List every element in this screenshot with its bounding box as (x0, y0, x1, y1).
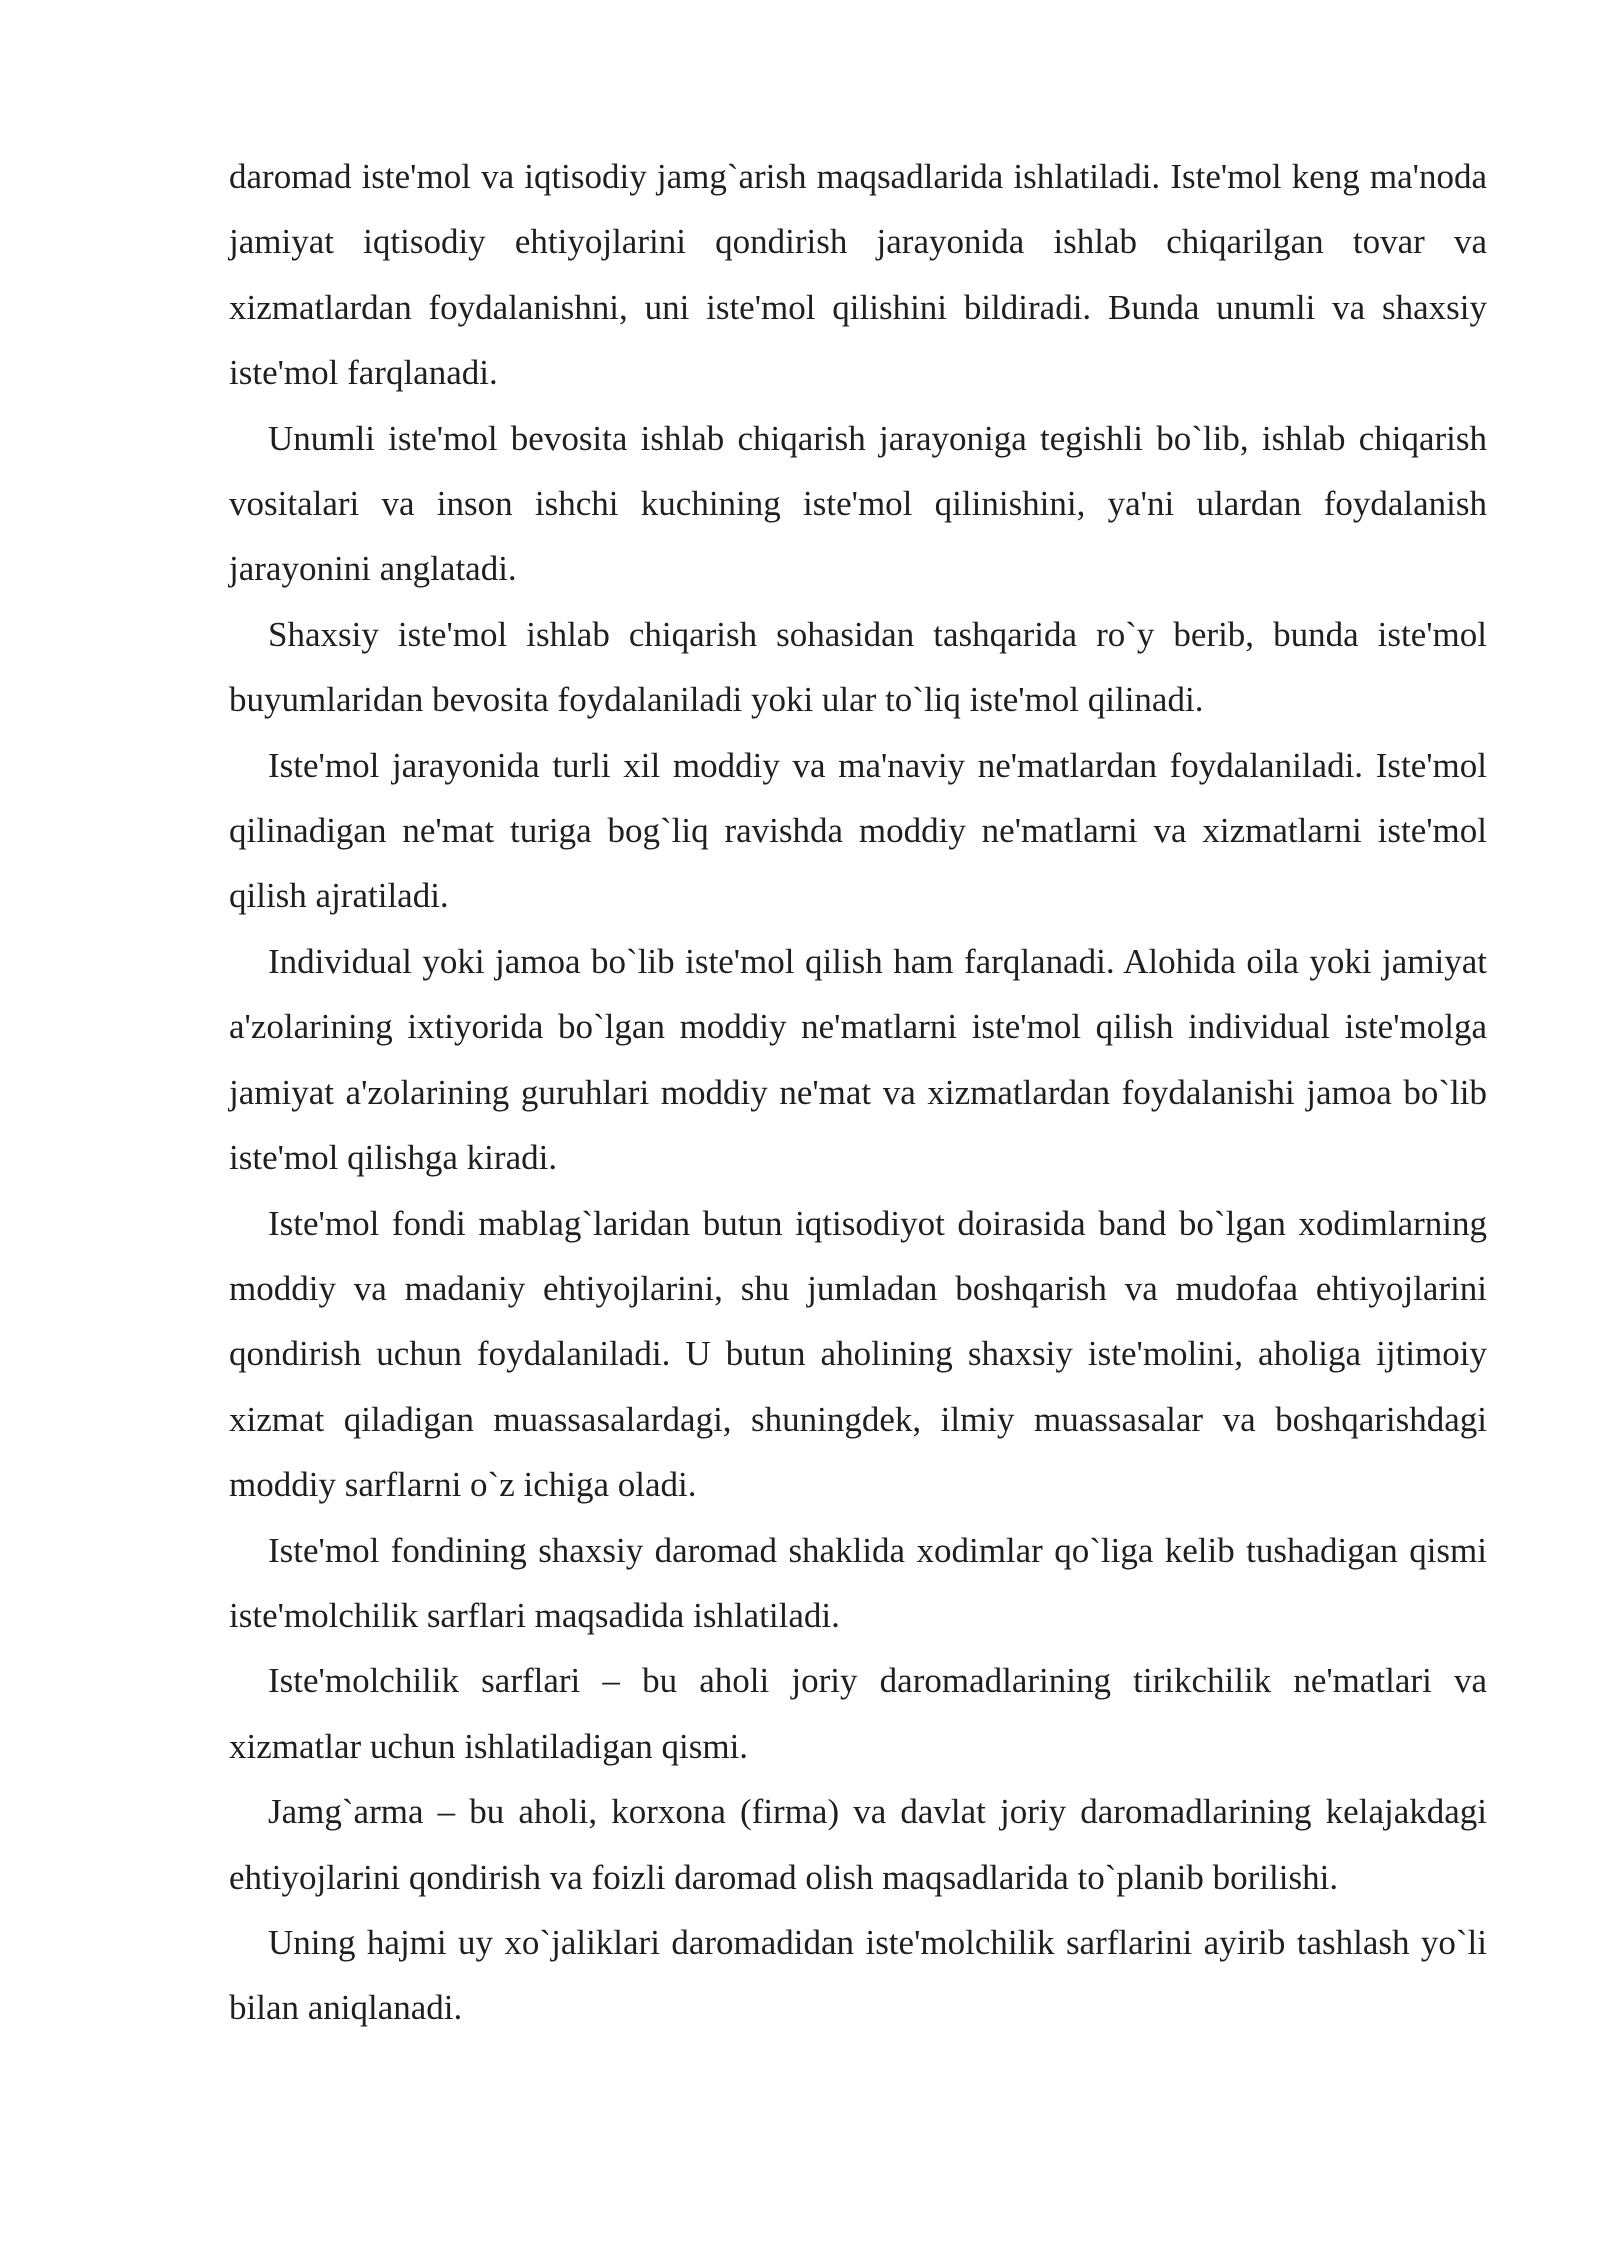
paragraph-consumption-process: Iste'mol jarayonida turli xil moddiy va ma'naviy ne'matlardan foydalaniladi. Iste'mol qilinadigan ne'mat turiga bog`liq ravishda moddiy ne'matlarni va xizmatlarni iste'mol qilish ajratiladi. (229, 745, 1487, 916)
paragraph-individual-collective: Individual yoki jamoa bo`lib iste'mol qilish ham farqlanadi. Alohida oila yoki jamiyat a'zolarining ixtiyorida bo`lgan moddiy ne'matlarni iste'mol qilish individual iste'molga jamiyat a'zolarining guruhlari moddiy ne'mat va xizmatlardan foydalanishi jamoa bo`lib iste'mol qilishga kiradi. (229, 941, 1487, 1178)
document-body (229, 144, 1487, 2041)
paragraph-productive-consumption: Unumli iste'mol bevosita ishlab chiqarish jarayoniga tegishli bo`lib, ishlab chiqarish vositalari va inson ishchi kuchining iste'mol qilinishini, ya'ni ulardan foydalanish jarayonini anglatadi. (229, 418, 1487, 589)
paragraph-consumer-spending: Iste'molchilik sarflari – bu aholi joriy daromadlarining tirikchilik ne'matlari va xizmatlar uchun ishlatiladigan qismi. (229, 1661, 1487, 1766)
paragraph-savings: Jamg`arma – bu aholi, korxona (firma) va davlat joriy daromadlarining kelajakdagi ehtiyojlarini qondirish va foizli daromad olish maqsadlarida to`planib borilishi. (229, 1792, 1487, 1897)
paragraph-personal-income: Iste'mol fondining shaxsiy daromad shaklida xodimlar qo`liga kelib tushadigan qismi iste'molchilik sarflari maqsadida ishlatiladi. (229, 1530, 1487, 1635)
paragraph-continuation: daromad iste'mol va iqtisodiy jamg`arish maqsadlarida ishlatiladi. Iste'mol keng ma'noda jamiyat iqtisodiy ehtiyojlarini qondirish jarayonida ishlab chiqarilgan tovar va xizmatlardan foydalanishni, uni iste'mol qilishini bildiradi. Bunda unumli va shaxsiy iste'mol farqlanadi. (229, 157, 1487, 393)
paragraph-savings-volume: Uning hajmi uy xo`jaliklari daromadidan iste'molchilik sarflarini ayirib tashlash yo`li bilan aniqlanadi. (229, 1922, 1487, 2028)
paragraph-personal-consumption: Shaxsiy iste'mol ishlab chiqarish sohasidan tashqarida ro`y berib, bunda iste'mol buyumlaridan bevosita foydalaniladi yoki ular to`liq iste'mol qilinadi. (229, 614, 1487, 720)
paragraph-consumption-fund: Iste'mol fondi mablag`laridan butun iqtisodiyot doirasida band bo`lgan xodimlarning moddiy va madaniy ehtiyojlarini, shu jumladan boshqarish va mudofaa ehtiyojlarini qondirish uchun foydalaniladi. U butun aholining shaxsiy iste'molini, aholiga ijtimoiy xizmat qiladigan muassasalardagi, shuningdek, ilmiy muassasalar va boshqarishdagi moddiy sarflarni o`z ichiga oladi. (229, 1203, 1487, 1505)
